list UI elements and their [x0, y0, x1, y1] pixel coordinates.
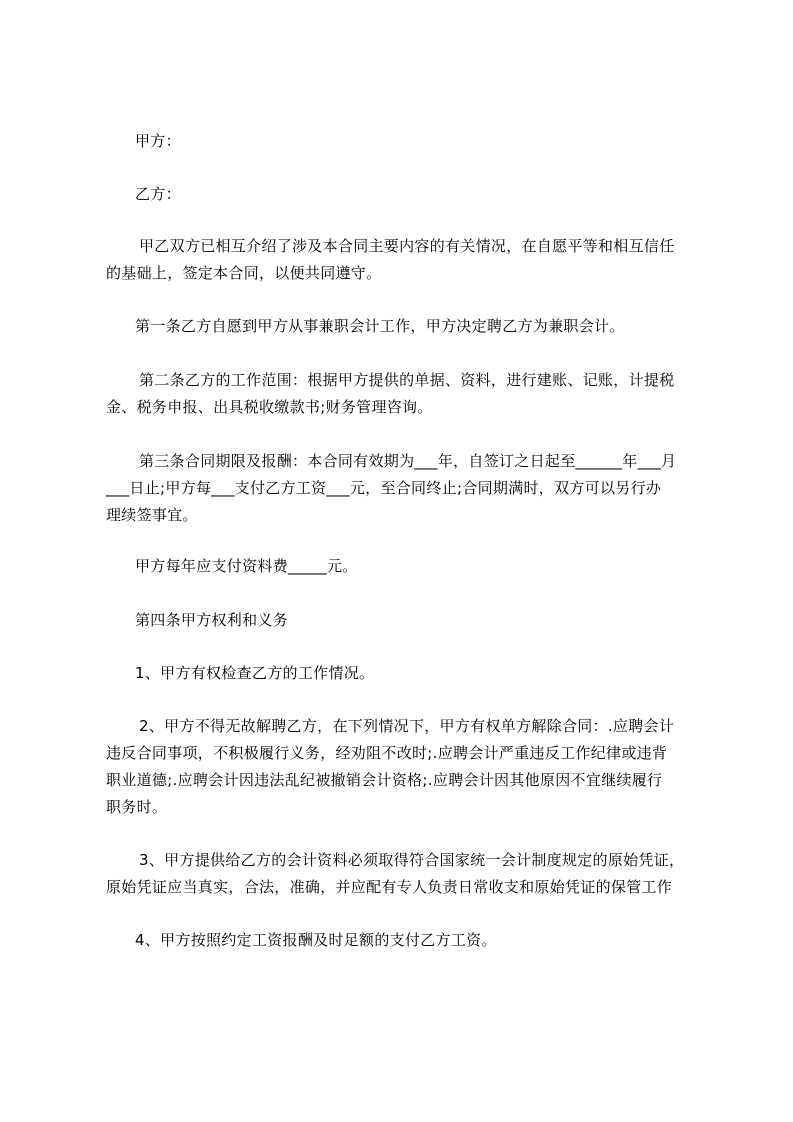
- text-line: 第四条甲方权利和义务: [135, 611, 289, 629]
- article-1-paragraph: [106, 313, 698, 340]
- text-line: 职业道德;.应聘会计因违法乱纪被撤销会计资格;.应聘会计因其他原因不宜继续履行: [106, 771, 663, 789]
- text-line: 乙方：: [135, 185, 181, 203]
- fee-paragraph: [106, 553, 698, 580]
- text-line: ___日止;甲方每___支付乙方工资___元，至合同终止;合同期满时，双方可以另行办: [106, 479, 662, 497]
- item-3-paragraph: [106, 847, 698, 901]
- text-line: 甲方每年应支付资料费_____元。: [135, 557, 358, 575]
- text-line: 3、甲方提供给乙方的会计资料必须取得符合国家统一会计制度规定的原始凭证，: [139, 851, 685, 869]
- text-line: 甲方：: [135, 132, 181, 150]
- text-line: 第一条乙方自愿到甲方从事兼职会计工作，甲方决定聘乙方为兼职会计。: [135, 317, 625, 335]
- text-line: 甲乙双方已相互介绍了涉及本合同主要内容的有关情况，在自愿平等和相互信任: [139, 237, 675, 255]
- article-2-paragraph: [106, 367, 698, 421]
- text-line: 第二条乙方的工作范围：根据甲方提供的单据、资料，进行建账、记账，计提税: [139, 371, 675, 389]
- preamble-paragraph: [106, 233, 698, 287]
- text-line: 违反合同事项，不积极履行义务，经劝阻不改时;.应聘会计严重违反工作纪律或违背: [106, 744, 668, 762]
- party-b-line: [106, 181, 698, 208]
- text-line: 4、甲方按照约定工资报酬及时足额的支付乙方工资。: [135, 931, 497, 949]
- article-3-paragraph: [106, 448, 698, 529]
- text-line: 职务时。: [106, 798, 168, 816]
- party-a-line: [106, 128, 698, 155]
- text-line: 原始凭证应当真实，合法，准确，并应配有专人负责日常收支和原始凭证的保管工作: [106, 878, 673, 896]
- item-1-paragraph: [106, 660, 698, 687]
- text-line: 金、税务申报、出具税收缴款书;财务管理咨询。: [106, 398, 433, 416]
- text-line: 1、甲方有权检查乙方的工作情况。: [135, 664, 375, 682]
- item-2-paragraph: [106, 713, 698, 821]
- item-4-paragraph: [106, 927, 698, 954]
- text-line: 的基础上，签定本合同，以便共同遵守。: [106, 264, 382, 282]
- text-line: 第三条合同期限及报酬：本合同有效期为___年，自签订之日起至______年___月: [139, 452, 677, 470]
- text-line: 理续签事宜。: [106, 506, 198, 524]
- text-line: 2、甲方不得无故解聘乙方，在下列情况下，甲方有权单方解除合同：.应聘会计: [139, 717, 675, 735]
- article-4-heading: [106, 607, 698, 634]
